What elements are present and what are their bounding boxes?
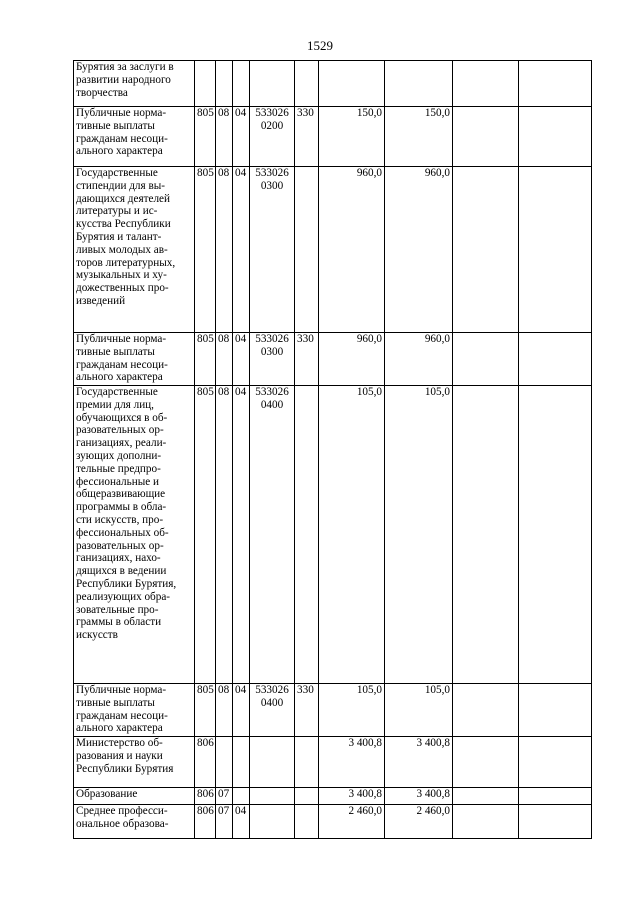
empty-cell <box>519 737 592 788</box>
ved-code-cell: 806 <box>195 788 216 805</box>
row-name-line: Публичные норма- <box>76 107 167 119</box>
rz-code-cell: 07 <box>216 805 233 839</box>
row-name-line: тивные выплаты <box>76 345 155 358</box>
ved-code-cell: 805 <box>195 107 216 167</box>
vr-code-cell <box>295 805 319 839</box>
row-name-line: тивные выплаты <box>76 696 155 709</box>
row-name-line: ального характера <box>76 371 163 384</box>
row-name-line: развитии народного <box>76 73 171 86</box>
row-name-line: зующих дополни- <box>76 449 162 462</box>
row-name-line: Среднее професси- <box>76 805 168 817</box>
empty-cell <box>519 684 592 737</box>
row-name-line: музыкальных и ху- <box>76 269 167 282</box>
row-name-line: дожественных про- <box>76 282 169 295</box>
row-name-line: фессиональных об- <box>76 526 169 539</box>
row-name-line: искусств <box>76 629 118 642</box>
csr-code-line: 533026 <box>255 107 289 119</box>
row-name-line: Публичные норма- <box>76 684 167 696</box>
vr-code-cell <box>295 61 319 107</box>
row-name-line: дящихся в ведении <box>76 565 167 578</box>
csr-code-cell <box>250 107 295 167</box>
row-name-line: фессиональные и <box>76 475 159 488</box>
csr-code-cell <box>250 386 295 684</box>
table-row <box>74 107 592 167</box>
ved-code-cell <box>195 61 216 107</box>
vr-code-cell <box>295 788 319 805</box>
budget-table <box>73 60 592 839</box>
row-name-line: ональное образова- <box>76 817 169 830</box>
amount-cell: 2 460,0 <box>319 805 385 839</box>
amount-cell: 105,0 <box>319 684 385 737</box>
amount-cell: 105,0 <box>385 386 453 684</box>
ved-code-cell: 806 <box>195 737 216 788</box>
ved-code-cell: 805 <box>195 167 216 333</box>
csr-code-cell <box>250 788 295 805</box>
row-name-line: Бурятия за заслуги в <box>76 61 174 73</box>
row-name-line: обучающихся в об- <box>76 411 168 424</box>
row-name-line: ального характера <box>76 145 163 158</box>
amount-cell <box>319 61 385 107</box>
row-name-line: граммы в области <box>76 616 162 629</box>
pr-code-cell: 04 <box>233 167 250 333</box>
empty-cell <box>519 788 592 805</box>
row-name-line: творчества <box>76 86 128 99</box>
csr-code-line: 533026 <box>255 684 289 696</box>
row-name-line: торов литературных, <box>76 256 176 269</box>
row-name-line: Государственные <box>76 386 158 398</box>
page-number: 1529 <box>307 38 333 53</box>
table-row <box>74 737 592 788</box>
empty-cell <box>519 805 592 839</box>
vr-code-cell: 330 <box>295 107 319 167</box>
row-name-line: Республики Бурятия, <box>76 577 177 590</box>
row-name-line: разовательных ор- <box>76 424 164 437</box>
empty-cell <box>519 333 592 386</box>
amount-cell: 960,0 <box>319 167 385 333</box>
csr-code-line: 0300 <box>260 179 284 192</box>
rz-code-cell: 07 <box>216 788 233 805</box>
csr-code-line: 0200 <box>260 119 284 132</box>
pr-code-cell: 04 <box>233 386 250 684</box>
row-name-line: премии для лиц, <box>76 398 154 411</box>
pr-code-cell: 04 <box>233 805 250 839</box>
table-row <box>74 788 592 805</box>
row-name-line: ганизациях, нахо- <box>76 552 161 565</box>
vr-code-cell <box>295 167 319 333</box>
row-name-line: ального характера <box>76 722 163 735</box>
row-name-line: ганизациях, реали- <box>76 437 167 450</box>
empty-cell <box>519 167 592 333</box>
amount-cell: 150,0 <box>319 107 385 167</box>
table-row <box>74 61 592 107</box>
row-name-line: Образование <box>76 788 138 800</box>
row-name-line: Публичные норма- <box>76 333 167 345</box>
rz-code-cell <box>216 61 233 107</box>
amount-cell: 3 400,8 <box>385 737 453 788</box>
table-row <box>74 386 592 684</box>
pr-code-cell <box>233 61 250 107</box>
table-row <box>74 333 592 386</box>
row-name-line: программы в обла- <box>76 501 167 514</box>
row-name-line: тельные предпро- <box>76 462 161 475</box>
vr-code-cell: 330 <box>295 684 319 737</box>
amount-cell <box>453 684 519 737</box>
row-name-line: Республики Бурятия <box>76 762 174 775</box>
rz-code-cell <box>216 737 233 788</box>
amount-cell: 3 400,8 <box>319 737 385 788</box>
amount-cell: 105,0 <box>319 386 385 684</box>
row-name-line: Министерство об- <box>76 737 163 749</box>
csr-code-line: 0400 <box>260 398 284 411</box>
row-name-cell <box>74 333 195 386</box>
csr-code-cell <box>250 333 295 386</box>
row-name-cell <box>74 107 195 167</box>
csr-code-line: 0300 <box>260 345 284 358</box>
amount-cell <box>453 61 519 107</box>
csr-code-line: 533026 <box>255 333 289 345</box>
amount-cell: 2 460,0 <box>385 805 453 839</box>
row-name-line: дающихся деятелей <box>76 192 170 205</box>
amount-cell: 105,0 <box>385 684 453 737</box>
row-name-line: изведений <box>76 294 126 307</box>
ved-code-cell: 805 <box>195 333 216 386</box>
csr-code-line: 533026 <box>255 167 289 179</box>
amount-cell: 3 400,8 <box>319 788 385 805</box>
pr-code-cell: 04 <box>233 333 250 386</box>
pr-code-cell <box>233 788 250 805</box>
amount-cell: 960,0 <box>319 333 385 386</box>
rz-code-cell: 08 <box>216 386 233 684</box>
amount-cell <box>453 107 519 167</box>
row-name-line: зовательные про- <box>76 603 159 616</box>
row-name-cell <box>74 684 195 737</box>
row-name-line: разовательных ор- <box>76 539 164 552</box>
row-name-line: гражданам несоци- <box>76 358 168 371</box>
rz-code-cell: 08 <box>216 333 233 386</box>
amount-cell <box>453 805 519 839</box>
pr-code-cell: 04 <box>233 107 250 167</box>
csr-code-cell <box>250 805 295 839</box>
csr-code-cell <box>250 61 295 107</box>
amount-cell <box>453 167 519 333</box>
ved-code-cell: 805 <box>195 386 216 684</box>
amount-cell <box>453 386 519 684</box>
ved-code-cell: 806 <box>195 805 216 839</box>
row-name-line: литературы и ис- <box>76 205 158 218</box>
row-name-cell <box>74 788 195 805</box>
vr-code-cell <box>295 737 319 788</box>
table-row <box>74 684 592 737</box>
row-name-line: Государственные <box>76 167 158 179</box>
csr-code-line: 0400 <box>260 696 284 709</box>
amount-cell: 960,0 <box>385 167 453 333</box>
row-name-line: реализующих обра- <box>76 590 171 603</box>
table-row <box>74 805 592 839</box>
empty-cell <box>519 61 592 107</box>
csr-code-cell <box>250 737 295 788</box>
row-name-line: разования и науки <box>76 749 163 762</box>
row-name-cell <box>74 805 195 839</box>
row-name-line: гражданам несоци- <box>76 709 168 722</box>
empty-cell <box>519 107 592 167</box>
row-name-cell <box>74 737 195 788</box>
vr-code-cell <box>295 386 319 684</box>
csr-code-cell <box>250 684 295 737</box>
row-name-line: сти искусств, про- <box>76 513 164 526</box>
amount-cell: 150,0 <box>385 107 453 167</box>
amount-cell <box>385 61 453 107</box>
row-name-line: кусства Республики <box>76 218 171 231</box>
row-name-cell <box>74 61 195 107</box>
csr-code-line: 533026 <box>255 386 289 398</box>
vr-code-cell: 330 <box>295 333 319 386</box>
ved-code-cell: 805 <box>195 684 216 737</box>
rz-code-cell: 08 <box>216 684 233 737</box>
amount-cell <box>453 788 519 805</box>
rz-code-cell: 08 <box>216 167 233 333</box>
row-name-line: Бурятия и талант- <box>76 230 162 243</box>
row-name-line: стипендии для вы- <box>76 179 165 192</box>
row-name-line: тивные выплаты <box>76 119 155 132</box>
row-name-cell <box>74 167 195 333</box>
row-name-line: общеразвивающие <box>76 488 166 501</box>
amount-cell: 3 400,8 <box>385 788 453 805</box>
amount-cell <box>453 737 519 788</box>
rz-code-cell: 08 <box>216 107 233 167</box>
table-row <box>74 167 592 333</box>
row-name-line: гражданам несоци- <box>76 132 168 145</box>
row-name-line: ливых молодых ав- <box>76 243 168 256</box>
amount-cell: 960,0 <box>385 333 453 386</box>
empty-cell <box>519 386 592 684</box>
csr-code-cell <box>250 167 295 333</box>
pr-code-cell <box>233 737 250 788</box>
pr-code-cell: 04 <box>233 684 250 737</box>
amount-cell <box>453 333 519 386</box>
budget-table-body <box>74 61 592 839</box>
row-name-cell <box>74 386 195 684</box>
